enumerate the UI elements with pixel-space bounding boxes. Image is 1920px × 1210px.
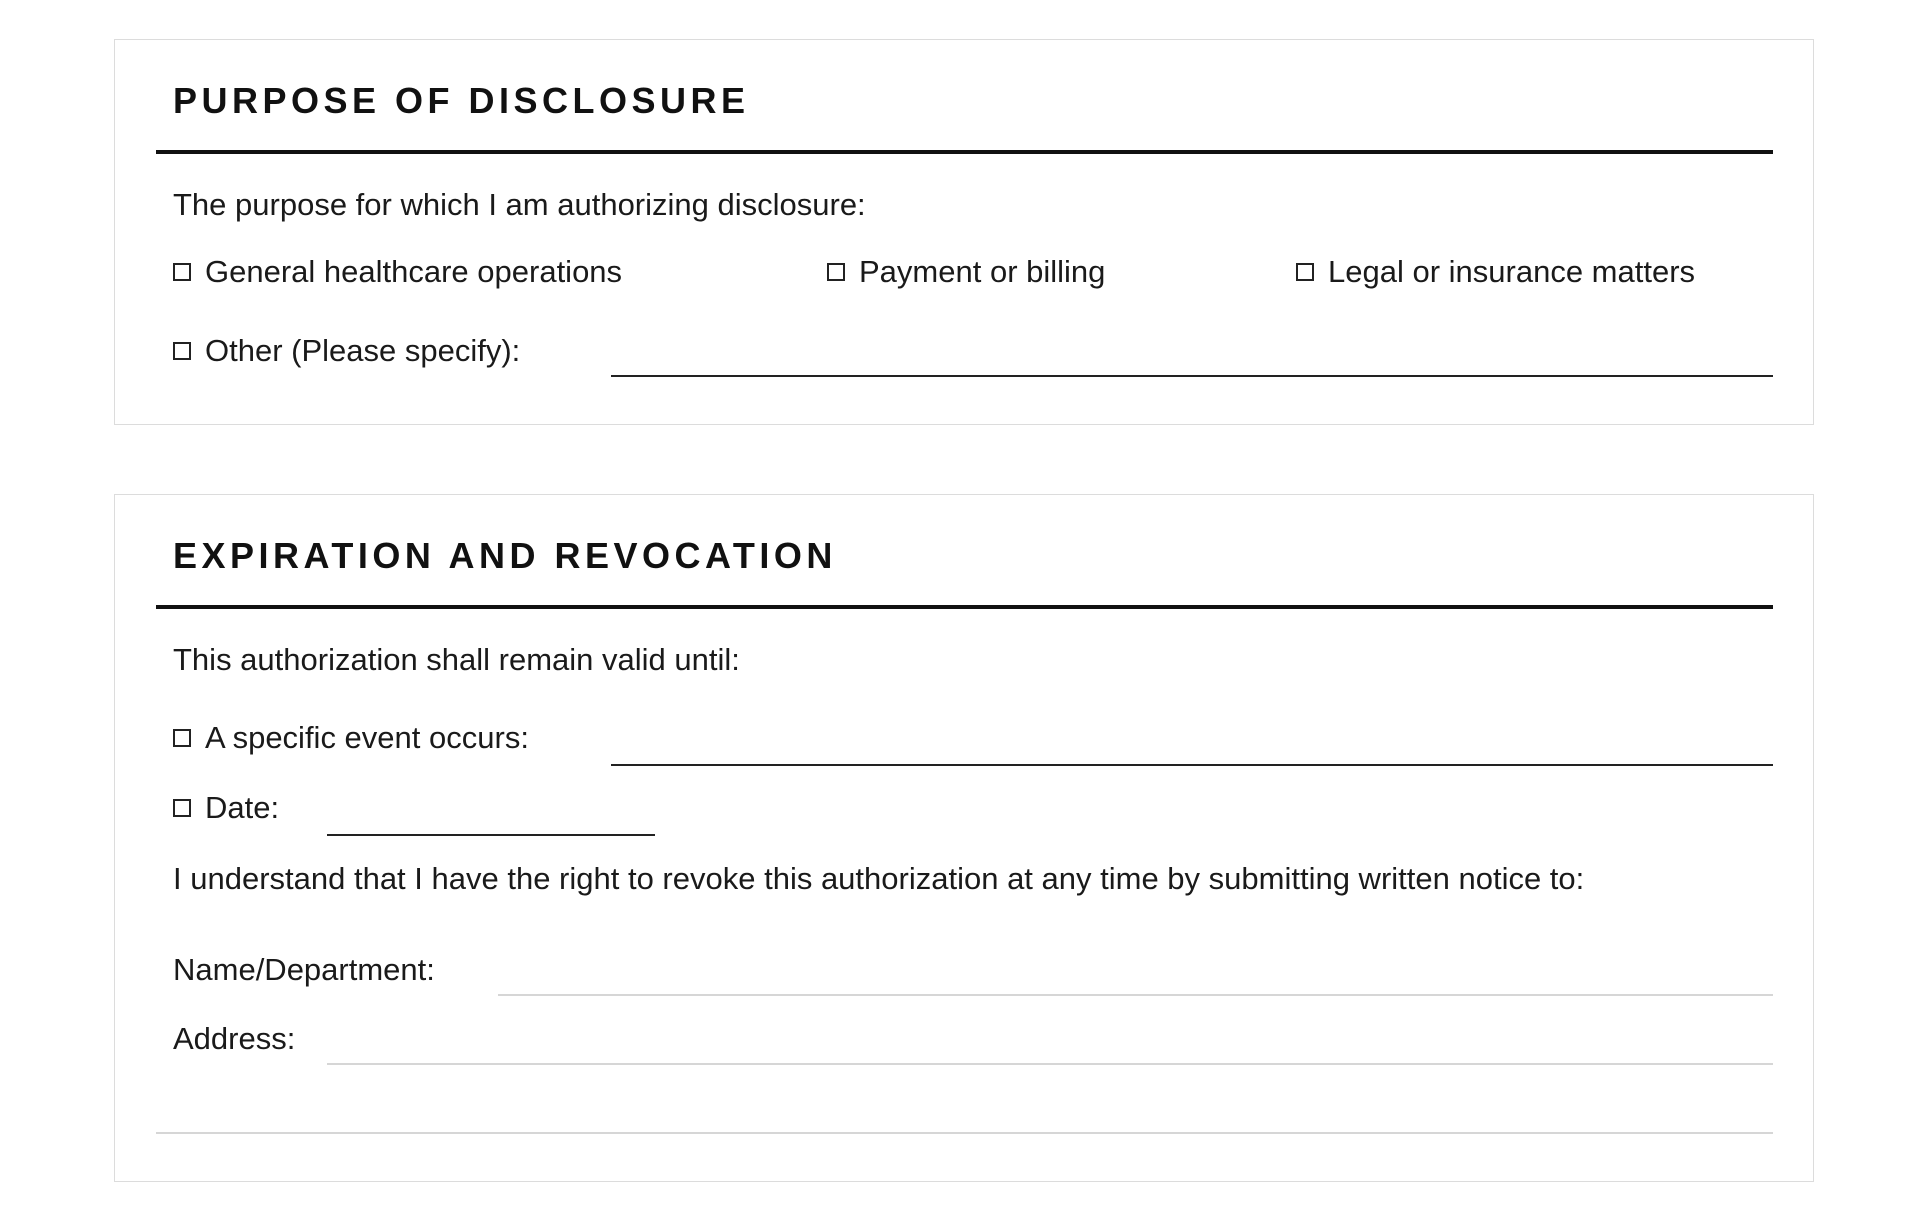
purpose-of-disclosure-section [114,39,1814,425]
checkbox[interactable] [173,263,191,281]
checkbox[interactable] [173,342,191,360]
event-field[interactable] [611,764,1773,766]
checkbox[interactable] [173,799,191,817]
purpose-heading: PURPOSE OF DISCLOSURE [173,80,750,121]
other-specify-field[interactable] [611,375,1773,377]
expiration-revocation-section [114,494,1814,1182]
purpose-intro-text: The purpose for which I am authorizing disclosure: [173,187,866,222]
address-field-line-2[interactable] [156,1132,1773,1134]
address-label: Address: [173,1021,296,1056]
option-general-healthcare[interactable] [173,254,622,290]
option-date[interactable] [173,790,279,826]
option-label: Payment or billing [859,254,1106,289]
option-label: Other (Please specify): [205,333,521,368]
name-department-field[interactable] [498,994,1773,996]
option-specific-event[interactable] [173,720,529,756]
heading-divider [156,605,1773,609]
address-field-line-1[interactable] [327,1063,1773,1065]
checkbox[interactable] [827,263,845,281]
revocation-statement: I understand that I have the right to revoke this authorization at any time by submitting written notice to: [173,861,1585,896]
option-label: General healthcare operations [205,254,623,289]
validity-intro-text: This authorization shall remain valid until: [173,642,740,677]
heading-divider [156,150,1773,154]
option-label: Legal or insurance matters [1328,254,1696,289]
option-payment-billing[interactable] [827,254,1105,290]
checkbox[interactable] [173,729,191,747]
expiration-heading: EXPIRATION AND REVOCATION [173,535,837,576]
checkbox[interactable] [1296,263,1314,281]
option-label: Date: [205,790,280,825]
name-department-label: Name/Department: [173,952,435,987]
option-label: A specific event occurs: [205,720,529,755]
option-other[interactable] [173,333,520,369]
option-legal-insurance[interactable] [1296,254,1695,290]
date-field[interactable] [327,834,655,836]
